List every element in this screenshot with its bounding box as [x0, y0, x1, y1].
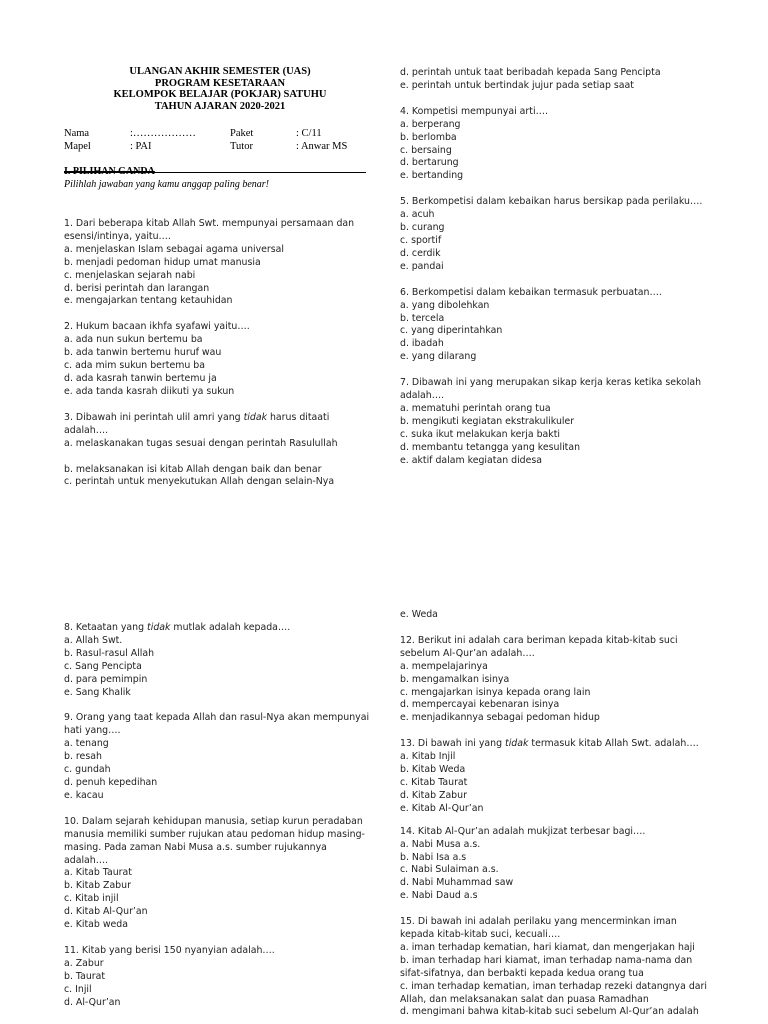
option-a: a. Allah Swt.	[64, 634, 123, 646]
group-title: KELOMPOK BELAJAR (POKJAR) SATUHU	[113, 89, 327, 100]
option-e: e. pandai	[400, 260, 444, 272]
question-15	[400, 916, 708, 1019]
option-b: b. ada tanwin bertemu huruf wau	[64, 347, 222, 359]
option-b: b. Taurat	[64, 970, 106, 982]
option-b: b. curang	[400, 222, 445, 234]
option-d: d. cerdik	[400, 247, 441, 259]
question-text: 9. Orang yang taat kepada Allah dan rasul-Nya akan mempunyai hati yang….	[64, 712, 370, 737]
option-c: c. yang diperintahkan	[400, 325, 503, 337]
question-6	[400, 287, 708, 364]
option-d: d. berisi perintah dan larangan	[64, 282, 210, 294]
option-b: b. berlomba	[400, 131, 457, 143]
question-text: 3. Dibawah ini perintah ulil amri yang tidak harus ditaati adalah….	[64, 411, 330, 436]
page1-right-column	[400, 67, 708, 467]
question-12	[400, 635, 708, 725]
option-c: c. sportif	[400, 234, 442, 246]
academic-year: TAHUN AJARAN 2020-2021	[154, 100, 286, 112]
question-13	[400, 738, 708, 815]
nama-value: :………………	[130, 128, 196, 139]
tutor-label: Tutor	[230, 140, 253, 152]
question-3	[64, 412, 370, 490]
question-text: 11. Kitab yang berisi 150 nyanyian adalah….	[64, 944, 275, 956]
option-b: b. Nabi Isa a.s	[400, 851, 467, 863]
option-c: c. menjelaskan sejarah nabi	[64, 269, 196, 281]
option-b: b. Rasul-rasul Allah	[64, 647, 155, 659]
option-a: a. Kitab Injil	[400, 751, 456, 763]
option-c: c. Injil	[64, 983, 92, 995]
question-text: 6. Berkompetisi dalam kebaikan termasuk perbuatan….	[400, 286, 662, 298]
question-text: 12. Berikut ini adalah cara beriman kepada kitab-kitab suci sebelum Al-Qur’an adalah….	[400, 634, 678, 659]
option-c: c. Kitab Taurat	[400, 776, 468, 788]
option-c: c. perintah untuk menyekutukan Allah dengan selain-Nya	[64, 476, 335, 488]
option-e: e. Sang Khalik	[64, 686, 131, 698]
section-divider	[64, 172, 366, 173]
question-1	[64, 218, 370, 308]
question-4	[400, 106, 708, 183]
option-b: b. mengikuti kegiatan ekstrakulikuler	[400, 415, 575, 427]
option-d: d. ibadah	[400, 338, 444, 350]
option-e: e. Nabi Daud a.s	[400, 890, 478, 902]
page2-right-column	[400, 609, 708, 1019]
option-a: a. mempelajarinya	[400, 660, 488, 672]
option-d: d. Kitab Al-Qur’an	[64, 906, 148, 918]
question-11	[64, 945, 370, 1010]
exam-title: ULANGAN AKHIR SEMESTER (UAS)	[129, 66, 311, 77]
option-a: a. Nabi Musa a.s.	[400, 838, 481, 850]
option-c: c. ada mim sukun bertemu ba	[64, 360, 205, 372]
question-text: 10. Dalam sejarah kehidupan manusia, setiap kurun peradaban manusia memiliki sumber rujukan atau pedoman hidup masing-masing. Pada zaman Nabi Musa a.s. sumber rujukannya adalah….	[64, 815, 365, 866]
option-c: c. Nabi Sulaiman a.s.	[400, 864, 499, 876]
option-e: e. yang dilarang	[400, 351, 477, 363]
question-text: 8. Ketaatan yang tidak mutlak adalah kepada….	[64, 622, 291, 633]
option-e: e. kacau	[64, 789, 104, 801]
option-a: a. ada nun sukun bertemu ba	[64, 334, 203, 346]
option-b: b. melaksanakan isi kitab Allah dengan baik dan benar	[64, 463, 322, 475]
program-title: PROGRAM KESETARAAN	[154, 77, 286, 89]
question-text: 1. Dari beberapa kitab Allah Swt. mempunyai persamaan dan esensi/intinya, yaitu….	[64, 218, 355, 242]
option-b: b. resah	[64, 751, 102, 763]
option-d: d. Nabi Muhammad saw	[400, 877, 514, 889]
question-text: 15. Di bawah ini adalah perilaku yang mencerminkan iman kepada kitab-kitab suci, kecuali….	[400, 916, 677, 941]
option-a: a. melaskanakan tugas sesuai dengan perintah Rasulullah	[64, 437, 338, 449]
option-e: e. aktif dalam kegiatan didesa	[400, 454, 543, 466]
paket-label: Paket	[230, 128, 254, 139]
option-e: e. Kitab Al-Qur’an	[400, 802, 484, 814]
option-e: e. bertanding	[400, 170, 464, 182]
paket-value: : C/11	[296, 128, 322, 139]
option-a: a. menjelaskan Islam sebagai agama universal	[64, 243, 285, 255]
option-b: b. tercela	[400, 312, 445, 324]
exam-header	[60, 66, 380, 112]
option-a: a. acuh	[400, 209, 435, 221]
meta-values-left	[130, 128, 196, 153]
q11-option-e: e. Weda	[400, 609, 438, 620]
q3-option-e: e. perintah untuk bertindak jujur pada setiap saat	[400, 79, 634, 91]
option-b: b. Kitab Zabur	[64, 880, 131, 892]
section-title: I. PILIHAN GANDA	[64, 166, 155, 177]
question-9	[64, 712, 370, 802]
option-c: c. mengajarkan isinya kepada orang lain	[400, 686, 591, 698]
page1-left-column	[64, 218, 370, 489]
nama-label: Nama	[64, 128, 90, 139]
option-c: c. suka ikut melakukan kerja bakti	[400, 428, 560, 440]
question-8	[64, 622, 370, 699]
option-c: c. Kitab injil	[64, 893, 119, 905]
q3-option-d: d. perintah untuk taat beribadah kepada Sang Pencipta	[400, 67, 661, 78]
question-10	[64, 816, 370, 932]
option-e: e. ada tanda kasrah diikuti ya sukun	[64, 385, 235, 397]
option-c: c. Sang Pencipta	[64, 660, 142, 672]
emphasis-tidak: tidak	[243, 411, 267, 423]
mapel-value: : PAI	[130, 140, 152, 152]
option-b: b. Kitab Weda	[400, 764, 466, 776]
meta-labels-left	[64, 128, 91, 153]
option-a: a. Zabur	[64, 957, 104, 969]
question-text: 2. Hukum bacaan ikhfa syafawi yaitu….	[64, 321, 250, 333]
option-c: c. bersaing	[400, 144, 452, 156]
option-c: c. gundah	[64, 764, 111, 776]
option-d: d. para pemimpin	[64, 673, 148, 685]
option-a: a. tenang	[64, 738, 109, 750]
question-text: 4. Kompetisi mempunyai arti….	[400, 105, 548, 117]
option-d: d. Al-Qur’an	[64, 996, 121, 1008]
section-instruction: Pilihlah jawaban yang kamu anggap paling benar!	[64, 179, 269, 190]
option-d: d. mengimani bahwa kitab-kitab suci sebelum Al-Qur’an adalah	[400, 1006, 699, 1018]
option-c: c. iman terhadap kematian, iman terhadap rezeki datangnya dari Allah, dan melaksanakan salat dan puasa Ramadhan	[400, 980, 707, 1005]
question-14	[400, 826, 708, 903]
option-d: d. mempercayai kebenaran isinya	[400, 699, 560, 711]
option-a: a. Kitab Taurat	[64, 867, 132, 879]
option-d: d. penuh kepedihan	[64, 776, 158, 788]
option-b: b. mengamalkan isinya	[400, 673, 510, 685]
question-text: 5. Berkompetisi dalam kebaikan harus bersikap pada perilaku….	[400, 196, 703, 208]
emphasis-tidak: tidak	[147, 622, 171, 633]
option-e: e. mengajarkan tentang ketauhidan	[64, 295, 233, 307]
question-text: 14. Kitab Al-Qur’an adalah mukjizat terbesar bagi….	[400, 825, 646, 837]
option-e: e. menjadikannya sebagai pedoman hidup	[400, 712, 600, 724]
option-b: b. menjadi pedoman hidup umat manusia	[64, 256, 261, 268]
question-text: 7. Dibawah ini yang merupakan sikap kerja keras ketika sekolah adalah….	[400, 377, 702, 402]
tutor-value: : Anwar MS	[296, 140, 348, 152]
option-d: d. bertarung	[400, 157, 459, 169]
mapel-label: Mapel	[64, 140, 91, 152]
option-b: b. iman terhadap hari kiamat, iman terhadap nama-nama dan sifat-sifatnya, dan berbakti kepada kedua orang tua	[400, 954, 693, 979]
option-d: d. membantu tetangga yang kesulitan	[400, 441, 581, 453]
page2-left-column	[64, 622, 370, 1009]
question-text: 13. Di bawah ini yang tidak termasuk kitab Allah Swt. adalah….	[400, 738, 699, 750]
option-d: d. ada kasrah tanwin bertemu ja	[64, 372, 217, 384]
emphasis-tidak: tidak	[505, 738, 529, 750]
option-a: a. berperang	[400, 118, 461, 130]
question-2	[64, 321, 370, 398]
question-7	[400, 377, 708, 467]
question-5	[400, 196, 708, 273]
option-d: d. Kitab Zabur	[400, 789, 467, 801]
meta-labels-right	[230, 128, 253, 153]
option-a: a. iman terhadap kematian, hari kiamat, dan mengerjakan haji	[400, 941, 695, 953]
option-a: a. yang dibolehkan	[400, 299, 490, 311]
option-e: e. Kitab weda	[64, 919, 128, 931]
option-a: a. mematuhi perintah orang tua	[400, 402, 551, 414]
meta-values-right	[296, 128, 347, 153]
